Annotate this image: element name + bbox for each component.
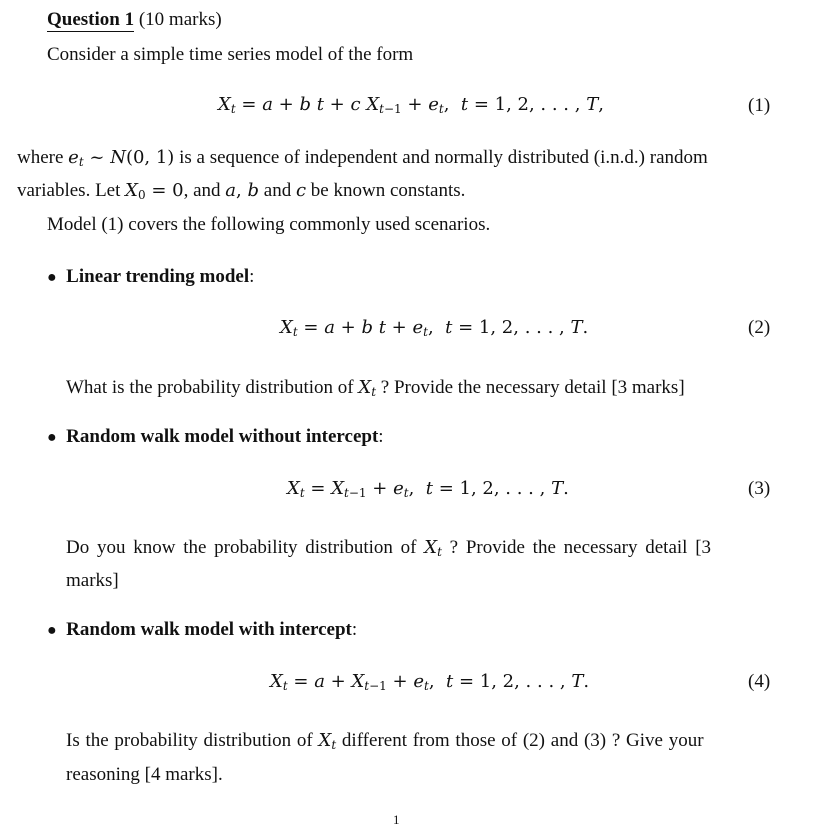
bullet-icon: ● <box>47 269 57 286</box>
scenario-heading: Random walk model with intercept <box>66 619 352 640</box>
question-intro: Consider a simple time series model of the form <box>47 44 414 65</box>
scenario-rw-heading: ● Random walk model without intercept: <box>47 426 384 447</box>
question-title <box>47 9 222 31</box>
equation-4-number: (4) <box>748 671 771 692</box>
scenario-linear-question: What is the probability distribution of $X_t$ ? Provide the necessary detail [3 marks] <box>66 377 685 399</box>
scenario-rw-question-line2: marks] <box>66 570 119 591</box>
equation-2-number: (2) <box>748 317 771 338</box>
where-line <box>17 146 708 170</box>
equation-3: $X_t = X_{t-1} + e_t$, t = 1, 2, . . . , T. <box>287 478 569 500</box>
question-label: Question 1 <box>47 9 135 30</box>
variables-suffix: be known constants. <box>310 180 466 201</box>
scenario-rwi-question: Is the probability distribution of $X_t$ different from those of (2) and (3) ? Give your <box>66 730 704 752</box>
bullet-icon: ● <box>47 429 57 446</box>
question-marks: (10 marks) <box>138 9 222 30</box>
where-suffix: is a sequence of independent and normally distributed (i.n.d.) random <box>179 147 708 168</box>
scenario-rwi-question-line2: reasoning [4 marks]. <box>66 764 223 785</box>
error-distribution: $e_t$ ~ N(0, 1) <box>68 147 175 169</box>
where-prefix: where <box>17 147 64 168</box>
initial-condition: $X_0 = 0$ <box>125 180 184 202</box>
model-covers: Model (1) covers the following commonly used scenarios. <box>47 214 491 235</box>
equation-2: $X_t = a + b$ $t + e_t$, t = 1, 2, . . . , T. <box>280 317 589 339</box>
equation-1-number: (1) <box>748 95 771 116</box>
equation-1: $X_t = a + b$ t + c $X_{t-1} + e_t$, t = 1, 2, . . . , T, <box>218 94 604 116</box>
equation-3-number: (3) <box>748 478 771 499</box>
scenario-rwi-heading: ● Random walk model with intercept: <box>47 619 358 640</box>
equation-4: $X_t = a + X_{t-1} + e_t$, t = 1, 2, . . . , T. <box>270 671 590 693</box>
bullet-icon: ● <box>47 622 57 639</box>
scenario-linear-heading: ● Linear trending model: <box>47 266 255 287</box>
variables-and: and <box>263 180 292 201</box>
scenario-heading: Random walk model without intercept <box>66 426 379 447</box>
variables-middle: , and <box>183 180 221 201</box>
page-number: 1 <box>393 812 400 827</box>
variables-prefix: variables. Let <box>17 180 121 201</box>
scenario-heading: Linear trending model <box>66 266 250 287</box>
variables-line: variables. Let $X_0 = 0$, and a, b and c be known constants. <box>17 180 466 202</box>
scenario-rw-question: Do you know the probability distribution of $X_t$ ? Provide the necessary detail [3 <box>66 537 712 559</box>
